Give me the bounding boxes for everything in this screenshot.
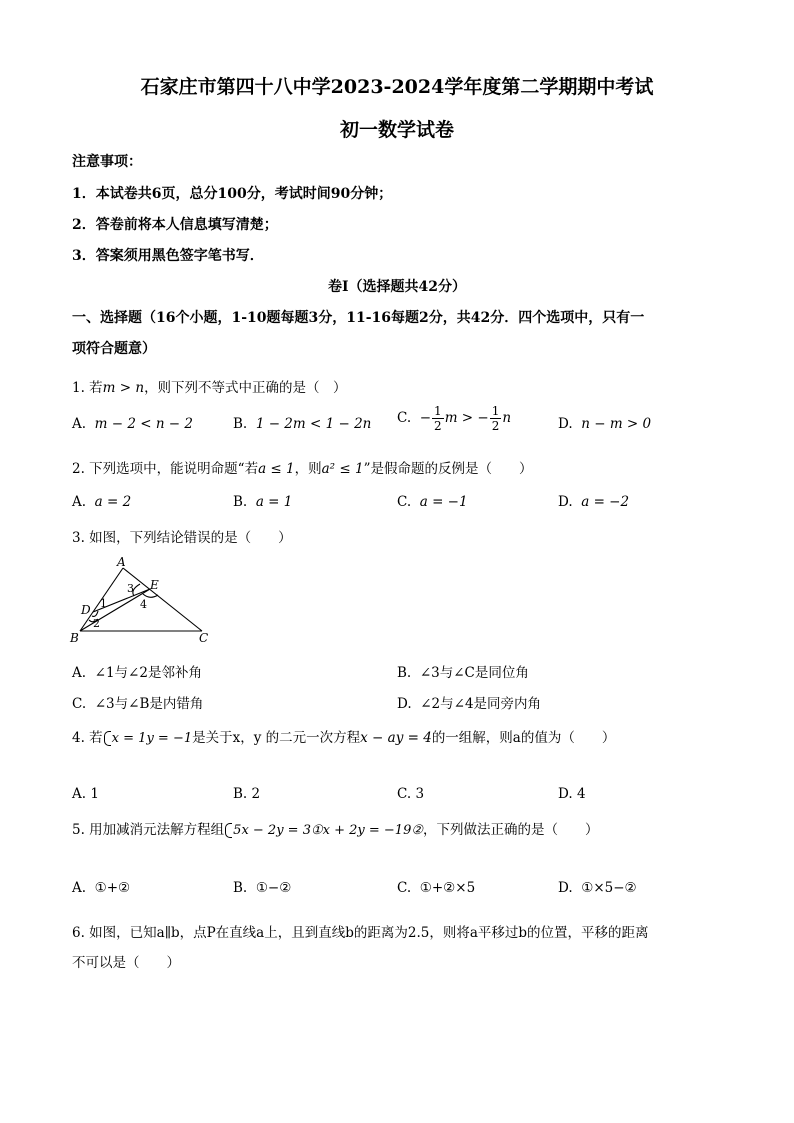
question-6-stem: 6. 如图，已知a∥b，点P在直线a上，且到直线b的距离为2.5，则将a平移过b的位置，平移的距离 — [72, 925, 649, 941]
question-1-stem: 1. 若m > n，则下列不等式中正确的是（ ） — [72, 380, 347, 396]
question-3-stem: 3. 如图，下列结论错误的是（ ） — [72, 530, 292, 546]
q1-option-d[interactable]: D. n − m > 0 — [558, 416, 652, 432]
label-e: E — [150, 578, 159, 592]
q5-option-a[interactable]: A. ①+② — [72, 880, 131, 896]
q3-option-c[interactable]: C. ∠3与∠B是内错角 — [72, 696, 204, 712]
section-heading: 一、选择题（16个小题，1-10题每题3分，11-16每题2分，共42分．四个选项中，只有一 — [72, 310, 645, 326]
question-5-stem: 5. 用加减消元法解方程组 5x − 2y = 3①x + 2y = −19②，下列做法正确的是（ ） — [72, 822, 599, 838]
q4-option-a[interactable]: A. 1 — [72, 786, 99, 802]
q1-option-a[interactable]: A. m − 2 < n − 2 — [72, 416, 193, 432]
notice-heading: 注意事项： — [72, 154, 142, 170]
q3-option-a[interactable]: A. ∠1与∠2是邻补角 — [72, 665, 202, 681]
q4-option-c[interactable]: C. 3 — [397, 786, 425, 802]
notice-item: 1．本试卷共6页，总分100分，考试时间90分钟； — [72, 186, 393, 202]
notice-item: 3．答案须用黑色签字笔书写． — [72, 248, 264, 264]
q3-option-d[interactable]: D. ∠2与∠4是同旁内角 — [397, 696, 542, 712]
q2-option-a[interactable]: A. a = 2 — [72, 494, 132, 510]
question-2-stem: 2. 下列选项中，能说明命题“若a ≤ 1，则a² ≤ 1”是假命题的反例是（ ） — [72, 461, 533, 477]
label-d: D — [81, 603, 91, 617]
q5-option-d[interactable]: D. ①×5−② — [558, 880, 637, 896]
exam-title: 石家庄市第四十八中学2023-2024学年度第二学期期中考试 — [140, 76, 654, 98]
q1-condition: m > n — [102, 380, 145, 396]
label-a: A — [117, 555, 126, 569]
q1-option-c[interactable]: C. − $\frac{1}{2}$ m > − $\frac{1}{2}$ n — [397, 404, 512, 433]
exam-subtitle: 初一数学试卷 — [339, 119, 454, 141]
label-b: B — [70, 631, 79, 645]
q2-option-b[interactable]: B. a = 1 — [233, 494, 293, 510]
q2-option-d[interactable]: D. a = −2 — [558, 494, 630, 510]
question-4-stem: 4. 若 x = 1y = −1是关于x，y 的二元一次方程x − ay = 4的一组解，则a的值为（ ） — [72, 730, 616, 746]
q5-option-c[interactable]: C. ①+②×5 — [397, 880, 476, 896]
label-angle-4: 4 — [140, 598, 147, 611]
label-angle-2: 2 — [93, 617, 100, 630]
triangle-figure — [68, 554, 218, 646]
equation-system: 5x − 2y = 3①x + 2y = −19② — [224, 821, 423, 840]
label-c: C — [199, 631, 209, 645]
q2-option-c[interactable]: C. a = −1 — [397, 494, 468, 510]
q3-option-b[interactable]: B. ∠3与∠C是同位角 — [397, 665, 529, 681]
q1-option-b[interactable]: B. 1 − 2m < 1 − 2n — [233, 416, 372, 432]
equation-system: x = 1y = −1 — [103, 729, 192, 748]
label-angle-1: 1 — [100, 597, 107, 610]
segment-ac — [123, 568, 202, 631]
section-title: 卷Ⅰ（选择题共42分） — [327, 279, 467, 295]
q5-option-b[interactable]: B. ①−② — [233, 880, 292, 896]
section-heading-cont: 项符合题意） — [72, 341, 156, 357]
q4-option-d[interactable]: D. 4 — [558, 786, 586, 802]
label-angle-3: 3 — [127, 582, 134, 595]
notice-item: 2．答卷前将本人信息填写清楚； — [72, 217, 278, 233]
q4-option-b[interactable]: B. 2 — [233, 786, 261, 802]
question-6-stem-cont: 不可以是（ ） — [72, 955, 180, 971]
